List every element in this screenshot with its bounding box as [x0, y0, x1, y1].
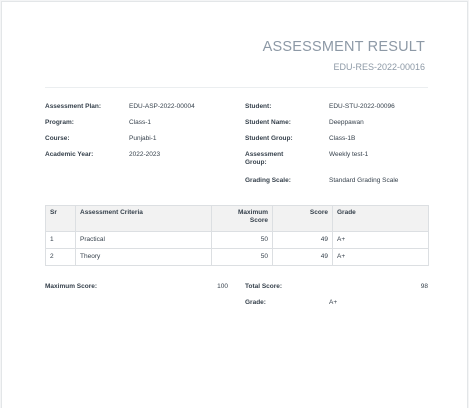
row-criteria: Practical — [76, 232, 212, 249]
document-title: ASSESSMENT RESULT — [262, 39, 425, 55]
student-group-label: Student Group: — [245, 135, 293, 142]
header-maximum-score-line1: Maximum — [238, 209, 268, 216]
academic-year-label: Academic Year: — [45, 151, 94, 158]
assessment-plan-value: EDU-ASP-2022-00004 — [129, 103, 195, 110]
row-grade: A+ — [333, 232, 429, 249]
assessment-group-label — [245, 151, 283, 167]
maximum-score-value: 100 — [217, 283, 228, 290]
student-name-label: Student Name: — [245, 119, 291, 126]
header-score: Score — [273, 206, 333, 232]
table-row — [46, 249, 429, 266]
student-name-value: Deeppawan — [329, 119, 364, 126]
assessment-group-value: Weekly test-1 — [329, 151, 369, 158]
course-value: Punjabi-1 — [129, 135, 157, 142]
total-score-value: 98 — [420, 283, 428, 290]
row-max-score: 50 — [212, 232, 273, 249]
grading-scale-value: Standard Grading Scale — [329, 177, 399, 184]
grade-label: Grade: — [245, 299, 266, 306]
row-criteria: Theory — [76, 249, 212, 266]
student-value: EDU-STU-2022-00096 — [329, 103, 395, 110]
program-label: Program: — [45, 119, 74, 126]
assessment-details-table — [45, 205, 429, 266]
header-grade: Grade — [333, 206, 429, 232]
header-assessment-criteria: Assessment Criteria — [76, 206, 212, 232]
header-maximum-score — [212, 206, 273, 232]
student-label: Student: — [245, 103, 272, 110]
print-sheet — [1, 1, 468, 408]
academic-year-value: 2022-2023 — [129, 151, 161, 158]
document-name: EDU-RES-2022-00016 — [333, 62, 425, 72]
table-header-row — [46, 206, 429, 232]
student-group-value: Class-1B — [329, 135, 356, 142]
row-score: 49 — [273, 232, 333, 249]
grade-value: A+ — [329, 299, 338, 306]
grading-scale-label: Grading Scale: — [245, 177, 291, 184]
assessment-group-label-line2: Group: — [245, 159, 267, 166]
row-max-score: 50 — [212, 249, 273, 266]
table-row — [46, 232, 429, 249]
total-score-label: Total Score: — [245, 283, 283, 290]
row-score: 49 — [273, 249, 333, 266]
row-sr: 2 — [46, 249, 76, 266]
row-grade: A+ — [333, 249, 429, 266]
header-divider — [45, 87, 428, 88]
header-sr: Sr — [46, 206, 76, 232]
course-label: Course: — [45, 135, 70, 142]
assessment-plan-label: Assessment Plan: — [45, 103, 101, 110]
assessment-group-label-line1: Assessment — [245, 151, 284, 158]
maximum-score-label: Maximum Score: — [45, 283, 98, 290]
header-maximum-score-line2: Score — [249, 217, 268, 224]
row-sr: 1 — [46, 232, 76, 249]
program-value: Class-1 — [129, 119, 152, 126]
